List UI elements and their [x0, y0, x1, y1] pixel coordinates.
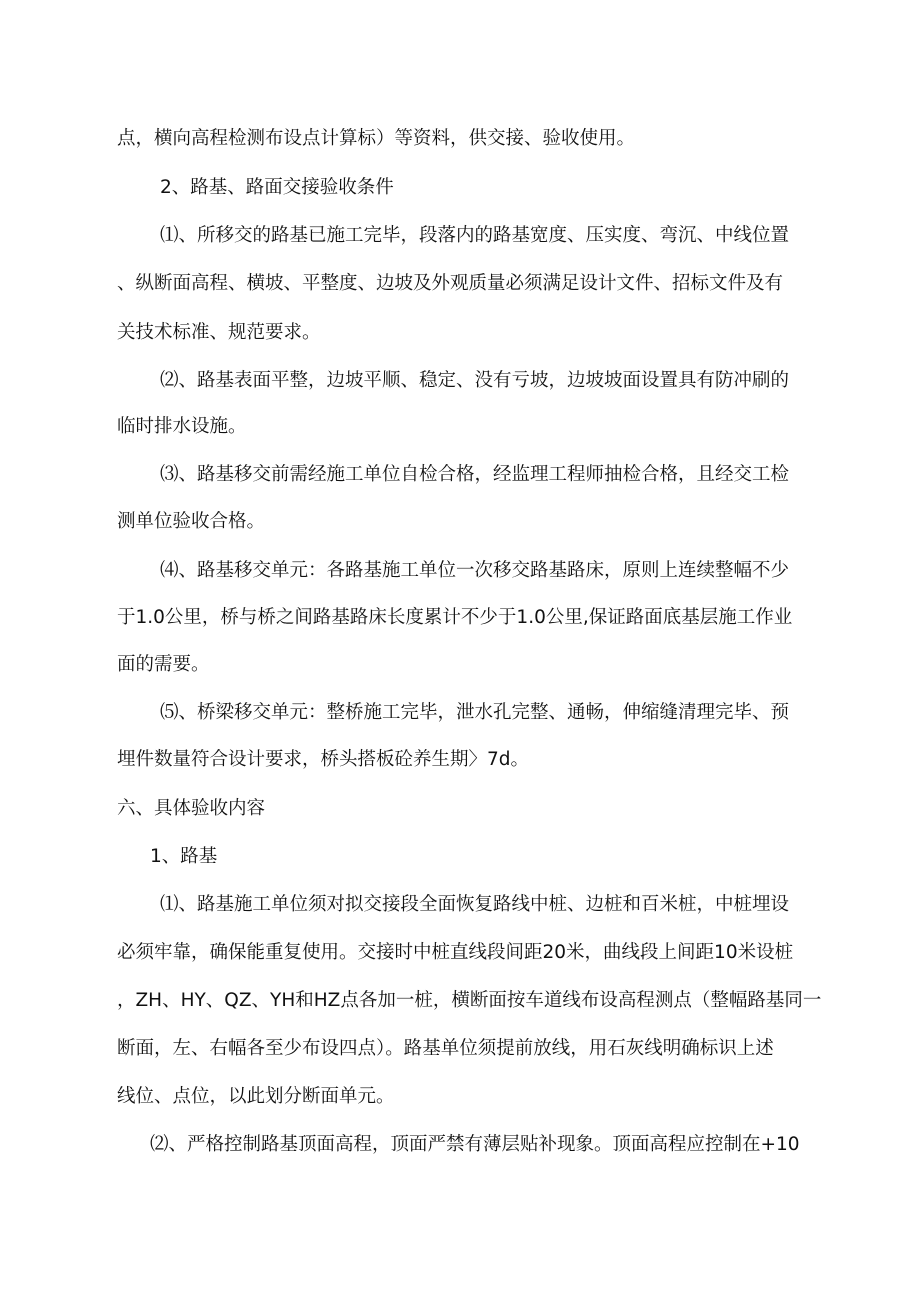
text-line: 点，横向高程检测布设点计算标）等资料，供交接、验收使用。	[117, 128, 636, 149]
text-line: ⑴、所移交的路基已施工完毕，段落内的路基宽度、压实度、弯沉、中线位置	[160, 225, 790, 246]
text-line: ，ZH、HY、QZ、YH和HZ点各加一桩，横断面按车道线布设高程测点（整幅路基同一	[117, 990, 822, 1011]
text-line: 临时排水设施。	[117, 416, 247, 437]
text-line: 面的需要。	[117, 654, 210, 675]
text-line: 测单位验收合格。	[117, 511, 266, 532]
text-line: ⑴、路基施工单位须对拟交接段全面恢复路线中桩、边桩和百米桩，中桩埋设	[160, 894, 790, 915]
section-heading: 2、路基、路面交接验收条件	[160, 177, 394, 198]
section-heading: 六、具体验收内容	[117, 798, 266, 819]
text-line: 、纵断面高程、横坡、平整度、边坡及外观质量必须满足设计文件、招标文件及有	[117, 273, 784, 294]
text-line: 必须牢靠，确保能重复使用。交接时中桩直线段间距20米，曲线段上间距10米设桩	[117, 942, 794, 963]
text-line: ⑶、路基移交前需经施工单位自检合格，经监理工程师抽检合格，且经交工检	[160, 464, 790, 485]
text-line: ⑸、桥梁移交单元：整桥施工完毕，泄水孔完整、通畅，伸缩缝清理完毕、预	[160, 702, 790, 723]
text-line: ⑵、路基表面平整，边坡平顺、稳定、没有亏坡，边坡坡面设置具有防冲刷的	[160, 370, 790, 391]
text-line: 关技术标准、规范要求。	[117, 322, 321, 343]
text-line: 断面，左、右幅各至少布设四点）。路基单位须提前放线，用石灰线明确标识上述	[117, 1038, 774, 1059]
text-line: 线位、点位，以此划分断面单元。	[117, 1086, 395, 1107]
section-heading: 1、路基	[150, 846, 218, 867]
text-line: 埋件数量符合设计要求，桥头搭板砼养生期〉7d。	[117, 749, 530, 770]
text-line: ⑵、严格控制路基顶面高程，顶面严禁有薄层贴补现象。顶面高程应控制在+10	[150, 1134, 800, 1155]
text-line: 于1.0公里，桥与桥之间路基路床长度累计不少于1.0公里,保证路面底基层施工作业	[117, 607, 793, 628]
text-line: ⑷、路基移交单元：各路基施工单位一次移交路基路床，原则上连续整幅不少	[160, 560, 790, 581]
